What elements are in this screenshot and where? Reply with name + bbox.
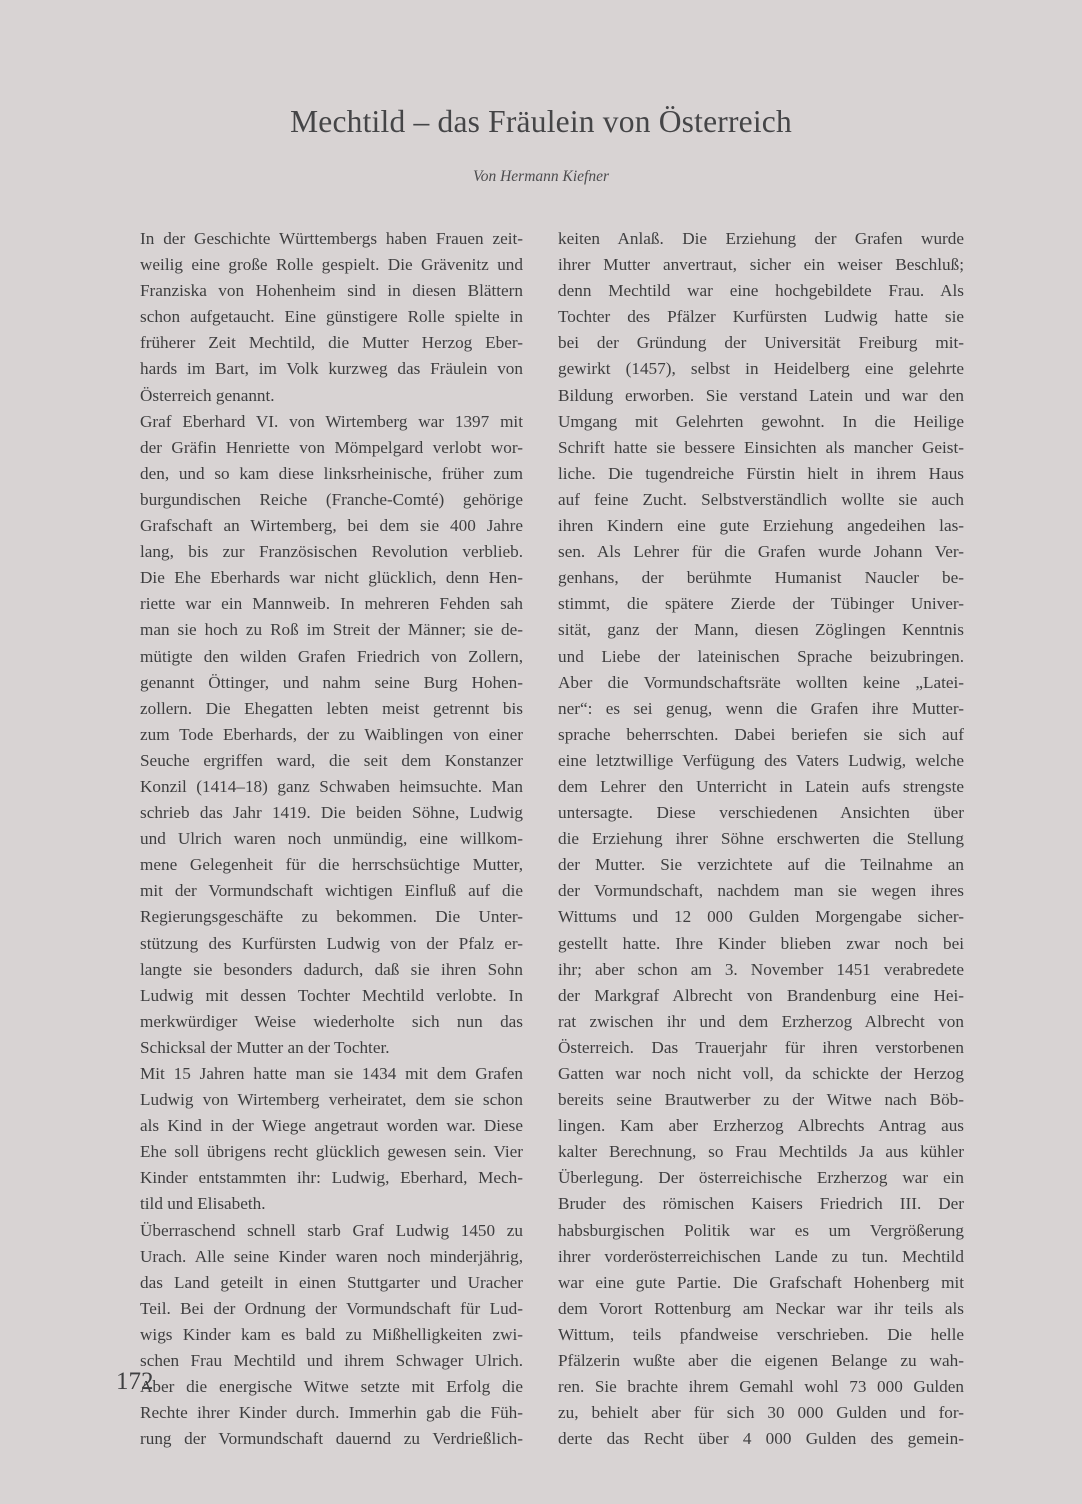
text-line: Überraschend schnell starb Graf Ludwig 1450 zu <box>140 1220 523 1240</box>
text-line: Rechte ihrer Kinder durch. Immerhin gab die Füh- <box>140 1403 523 1423</box>
text-line: merkwürdiger Weise wiederholte sich nun das <box>140 1011 523 1031</box>
text-line: mene Gelegenheit für die herrschsüchtige Mutter, <box>140 855 523 875</box>
text-line: In der Geschichte Württembergs haben Frauen zeit- <box>140 229 523 248</box>
author-byline: Von Hermann Kiefner <box>472 168 610 185</box>
text-line: gestellt hatte. Ihre Kinder blieben zwar noch bei <box>558 933 964 953</box>
text-line: stimmt, die spätere Zierde der Tübinger Univer- <box>558 594 964 614</box>
text-line: als Kind in der Wiege angetraut worden war. Diese <box>140 1116 523 1136</box>
text-line: Graf Eberhard VI. von Wirtemberg war 1397 mit <box>140 411 523 431</box>
text-line: ihren Kindern eine gute Erziehung angedeihen las- <box>558 516 964 536</box>
text-line: mütigte den wilden Grafen Friedrich von Zollern, <box>140 646 523 666</box>
text-line: Seuche ergriffen ward, die seit dem Konstanzer <box>140 750 523 770</box>
text-line: der Markgraf Albrecht von Brandenburg eine Hei- <box>558 985 964 1005</box>
text-line: langte sie besonders dadurch, daß sie ihren Sohn <box>140 959 523 979</box>
text-line: rung der Vormundschaft dauernd zu Verdrießlich- <box>140 1429 523 1449</box>
text-line: schon aufgetaucht. Eine günstigere Rolle spielte in <box>140 307 523 327</box>
text-line: bei der Gründung der Universität Freiburg mit- <box>558 333 964 353</box>
text-line: Tochter des Pfälzer Kurfürsten Ludwig hatte sie <box>558 307 964 327</box>
text-line: Ludwig mit dessen Tochter Mechtild verlobte. In <box>140 985 523 1005</box>
text-line: ren. Sie brachte ihrem Gemahl wohl 73 000 Gulden <box>558 1377 964 1397</box>
text-line: burgundischen Reiche (Franche-Comté) gehörige <box>140 489 523 509</box>
text-line: zum Tode Eberhards, der zu Waiblingen von einer <box>140 724 523 744</box>
text-line: habsburgischen Politik war es um Vergrößerung <box>558 1220 964 1240</box>
text-line: Österreich. Das Trauerjahr für ihren verstorbenen <box>558 1037 964 1057</box>
text-line: Die Ehe Eberhards war nicht glücklich, denn Hen- <box>140 568 523 588</box>
text-line: riette war ein Mannweib. In mehreren Fehden sah <box>140 594 523 614</box>
text-line: Bildung erworben. Sie verstand Latein und war den <box>558 385 964 405</box>
text-line: schrieb das Jahr 1419. Die beiden Söhne, Ludwig <box>140 803 523 823</box>
page-number: 172 <box>116 1368 154 1395</box>
text-line: weilig eine große Rolle gespielt. Die Grävenitz und <box>140 255 523 275</box>
text-line: kalter Berechnung, so Frau Mechtilds Ja aus kühler <box>558 1142 964 1162</box>
text-line: den, und so kam diese linksrheinische, früher zum <box>140 463 523 483</box>
text-line: Teil. Bei der Ordnung der Vormundschaft für Lud- <box>140 1298 523 1318</box>
text-line: Gatten war noch nicht voll, da schickte der Herzog <box>558 1064 964 1083</box>
text-line: wigs Kinder kam es bald zu Mißhelligkeiten zwi- <box>140 1324 523 1344</box>
text-line: Schrift hatte sie bessere Einsichten als mancher Geist- <box>558 437 964 457</box>
text-line: zu, behielt aber für sich 30 000 Gulden und for- <box>558 1403 964 1423</box>
text-line: mit der Vormundschaft wichtigen Einfluß auf die <box>140 881 523 901</box>
text-line: hards im Bart, im Volk kurzweg das Fräulein von <box>140 359 523 379</box>
text-line: schen Frau Mechtild und ihrem Schwager Ulrich. <box>140 1351 523 1371</box>
text-line: Konzil (1414–18) ganz Schwaben heimsuchte. Man <box>140 776 523 796</box>
right-text-column <box>558 226 964 1452</box>
text-line: Aber die Vormundschaftsräte wollten keine „Latei- <box>558 672 964 692</box>
text-line: Regierungsgeschäfte zu bekommen. Die Unter- <box>140 907 523 927</box>
text-line: genhans, der berühmte Humanist Naucler be- <box>558 568 964 588</box>
left-text-column <box>140 226 523 1452</box>
text-line: ner“: es sei genug, wenn die Grafen ihre Mutter- <box>558 698 964 718</box>
text-line: man sie hoch zu Roß im Streit der Männer; sie de- <box>140 620 523 640</box>
text-line: rat zwischen ihr und dem Erzherzog Albrecht von <box>558 1011 964 1031</box>
text-line: bereits seine Brautwerber zu der Witwe nach Böb- <box>558 1090 964 1110</box>
text-line: liche. Die tugendreiche Fürstin hielt in ihrem Haus <box>558 463 964 483</box>
text-line: genannt Öttinger, und nahm seine Burg Hohen- <box>140 672 523 692</box>
text-line: Urach. Alle seine Kinder waren noch minderjährig, <box>140 1246 523 1266</box>
text-line: zollern. Die Ehegatten lebten meist getrennt bis <box>140 698 523 718</box>
text-line: dem Vorort Rottenburg am Neckar war ihr teils als <box>558 1298 964 1318</box>
text-line: Überlegung. Der österreichische Erzherzog war ein <box>558 1168 964 1188</box>
text-line: eine letztwillige Verfügung des Vaters Ludwig, welche <box>558 750 964 770</box>
text-line: dem Lehrer den Unterricht in Latein aufs strengste <box>558 776 964 796</box>
text-line: sität, ganz der Mann, diesen Zöglingen Kenntnis <box>558 620 964 640</box>
text-line: Grafschaft an Wirtemberg, bei dem sie 400 Jahre <box>140 516 523 536</box>
text-line: lingen. Kam aber Erzherzog Albrechts Antrag aus <box>558 1116 964 1136</box>
text-line: derte das Recht über 4 000 Gulden des gemein- <box>558 1429 964 1449</box>
text-line: untersagte. Diese verschiedenen Ansichten über <box>558 803 964 823</box>
text-line: ihrer vorderösterreichischen Lande zu tun. Mechtild <box>558 1246 964 1266</box>
text-line: Wittum, teils pfandweise verschrieben. Die helle <box>558 1324 964 1344</box>
text-line: der Vormundschaft, nachdem man sie wegen ihres <box>558 881 964 901</box>
text-line: stützung des Kurfürsten Ludwig von der Pfalz er- <box>140 933 523 953</box>
text-line: keiten Anlaß. Die Erziehung der Grafen wurde <box>558 229 964 248</box>
text-line: ihr; aber schon am 3. November 1451 verabredete <box>558 959 964 979</box>
text-line: und Liebe der lateinischen Sprache beizubringen. <box>558 646 964 666</box>
text-line: gewirkt (1457), selbst in Heidelberg eine gelehrte <box>558 359 964 379</box>
text-line: Ehe soll übrigens recht glücklich gewesen sein. Vier <box>140 1142 523 1162</box>
text-line: sprache beherrschten. Dabei beriefen sie sich auf <box>558 724 964 744</box>
text-line: lang, bis zur Französischen Revolution verblieb. <box>140 542 523 562</box>
text-line: sen. Als Lehrer für die Grafen wurde Johann Ver- <box>558 542 964 562</box>
text-line: früherer Zeit Mechtild, die Mutter Herzog Eber- <box>140 333 523 353</box>
text-line: denn Mechtild war eine hochgebildete Frau. Als <box>558 281 964 301</box>
text-line: Mit 15 Jahren hatte man sie 1434 mit dem Grafen <box>140 1064 523 1083</box>
text-line: der Mutter. Sie verzichtete auf die Teilnahme an <box>558 855 964 875</box>
text-line: Kinder entstammten ihr: Ludwig, Eberhard, Mech- <box>140 1168 523 1188</box>
text-line: der Gräfin Henriette von Mömpelgard verlobt wor- <box>140 437 523 457</box>
text-line: Schicksal der Mutter an der Tochter. <box>140 1037 390 1057</box>
text-line: Bruder des römischen Kaisers Friedrich III. Der <box>558 1194 964 1214</box>
text-line: Aber die energische Witwe setzte mit Erfolg die <box>140 1377 523 1397</box>
text-line: das Land geteilt in einen Stuttgarter und Uracher <box>140 1272 523 1292</box>
text-line: ihrer Mutter anvertraut, sicher ein weiser Beschluß; <box>558 255 964 275</box>
text-line: und Ulrich waren noch unmündig, eine willkom- <box>140 829 523 849</box>
page-title: Mechtild – das Fräulein von Österreich <box>290 104 792 139</box>
text-line: Wittums und 12 000 Gulden Morgengabe sicher- <box>558 907 964 927</box>
text-line: Umgang mit Gelehrten gewohnt. In die Heilige <box>558 411 964 431</box>
text-line: Ludwig von Wirtemberg verheiratet, dem sie schon <box>140 1090 523 1110</box>
text-line: Österreich genannt. <box>140 385 275 405</box>
text-line: die Erziehung ihrer Söhne erschwerten die Stellung <box>558 829 964 849</box>
text-line: Pfälzerin wußte aber die eigenen Belange zu wah- <box>558 1351 964 1371</box>
text-line: tild und Elisabeth. <box>140 1194 266 1214</box>
text-line: war eine gute Partie. Die Grafschaft Hohenberg mit <box>558 1272 964 1292</box>
text-line: Franziska von Hohenheim sind in diesen Blättern <box>140 281 523 301</box>
text-line: auf feine Zucht. Selbstverständlich wollte sie auch <box>558 489 964 509</box>
